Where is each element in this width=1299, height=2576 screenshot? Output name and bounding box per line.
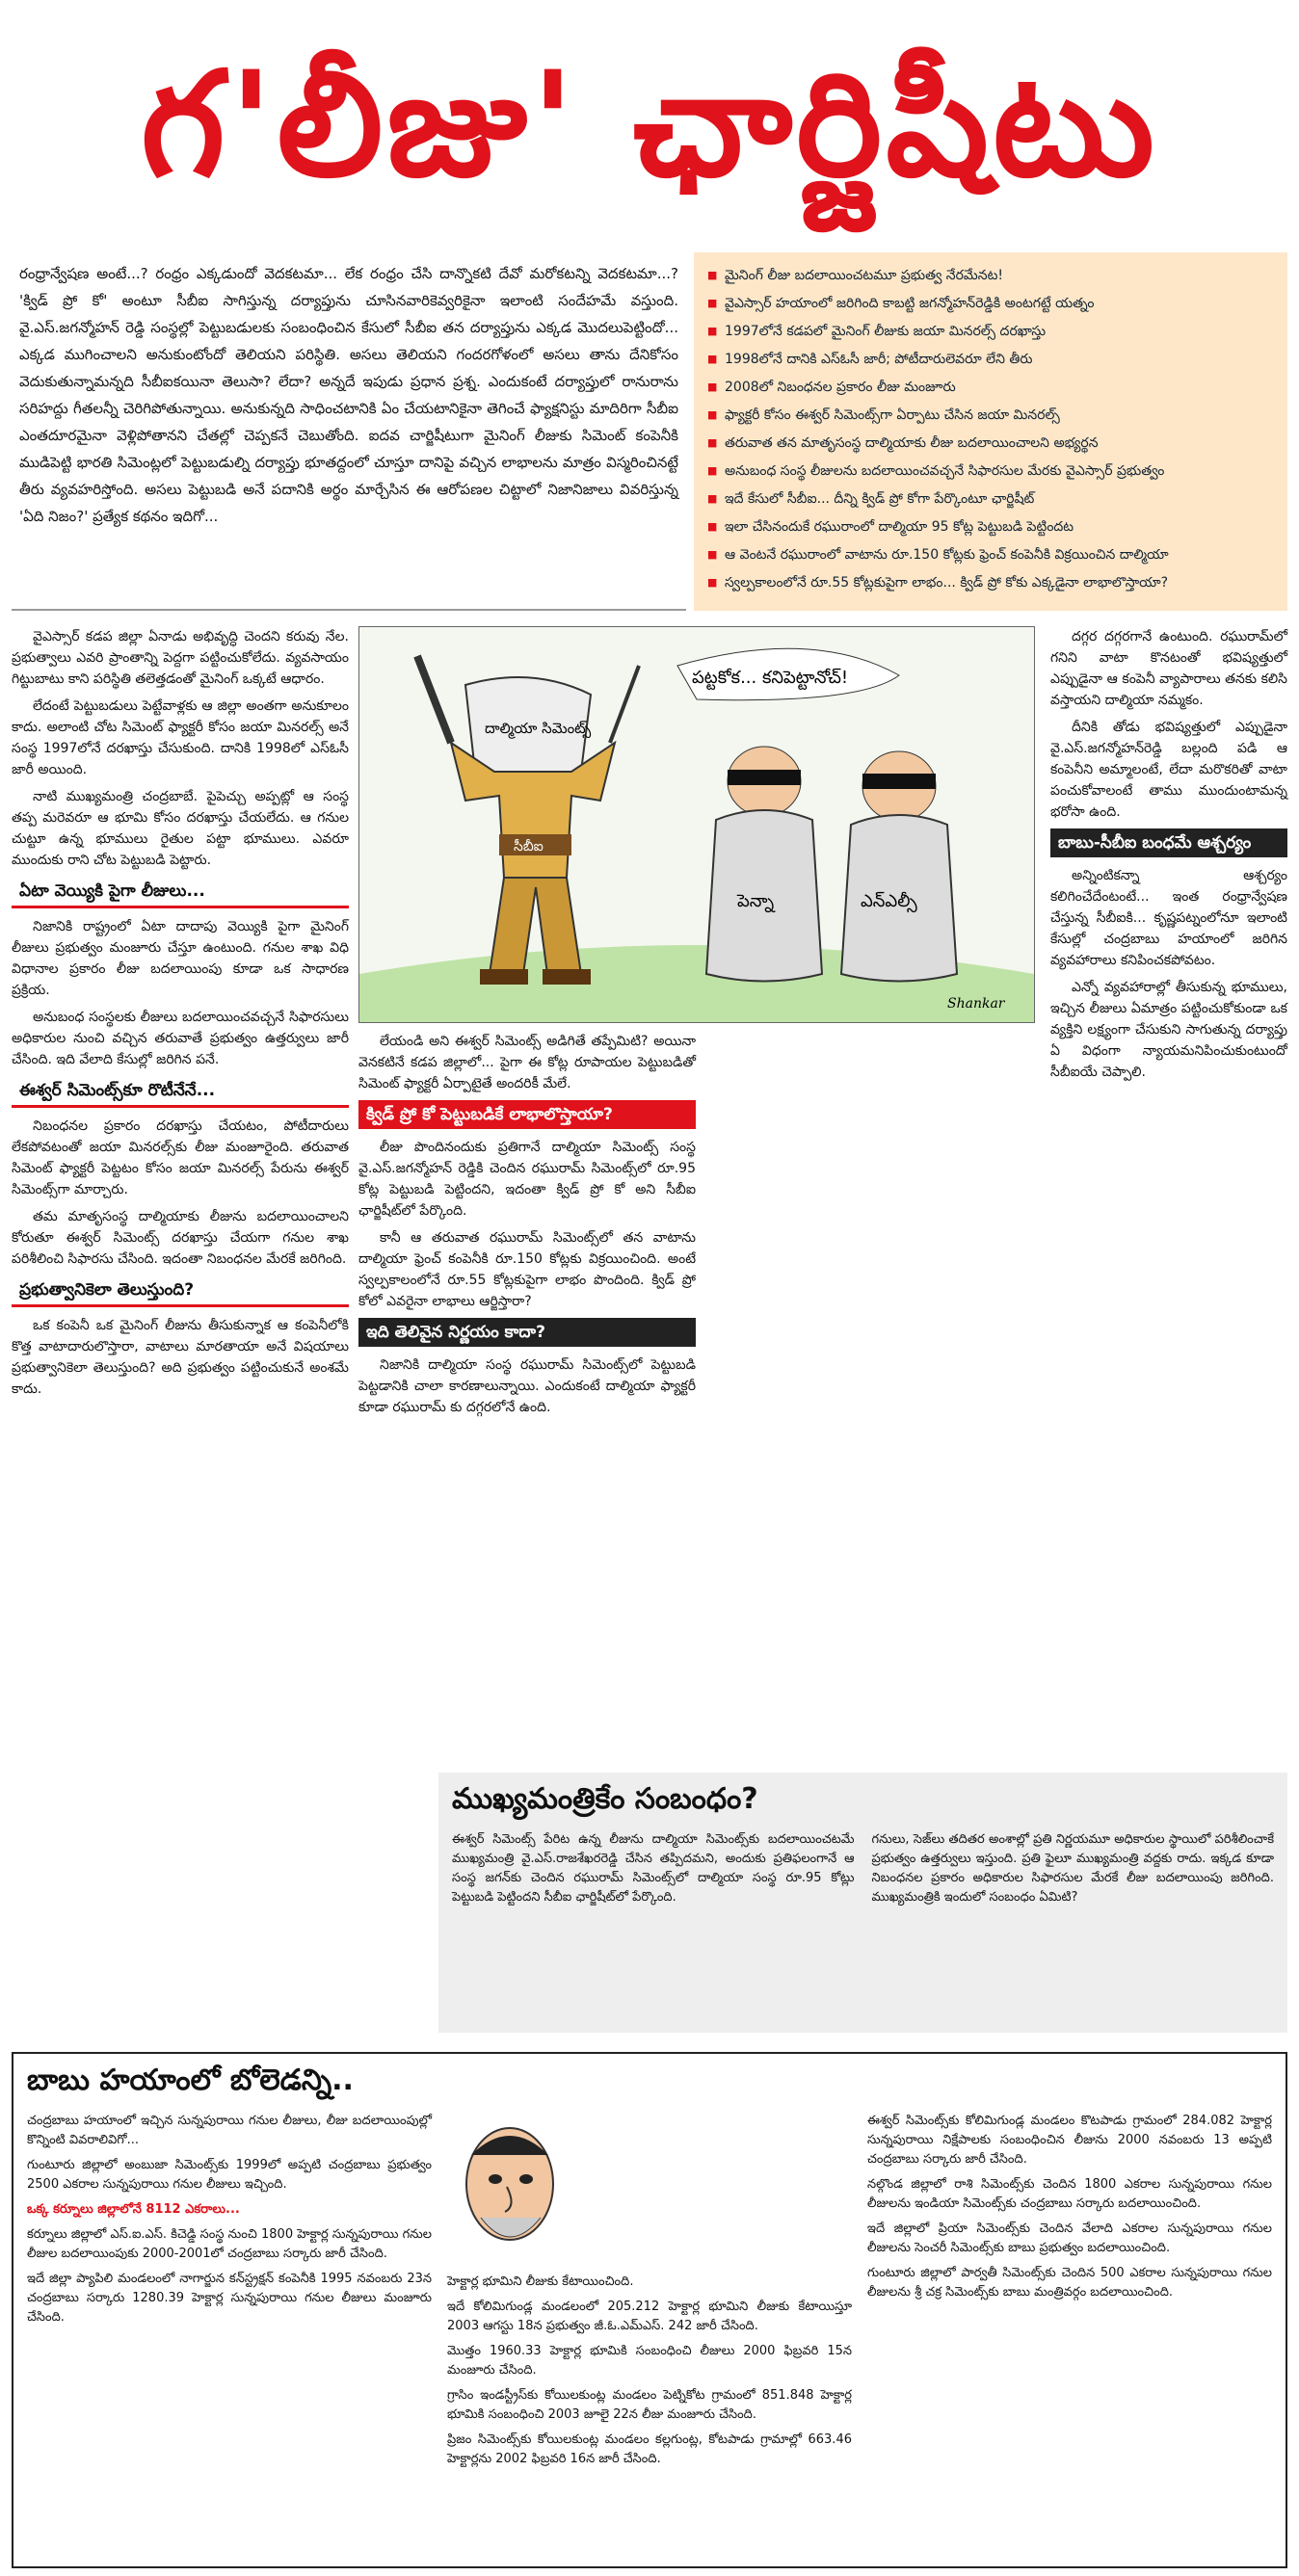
cartoon-signature: Shankar bbox=[947, 996, 1005, 1012]
paragraph: గుంటూరు జిల్లాలో పార్వతీ సిమెంట్స్‌కు చెందిన 500 ఎకరాల సున్నపురాయి గనుల లీజులను శ్రీ చక్ర సిమెంట్స్‌కు బాబు మంత్రివర్గం బదలాయించింది. bbox=[867, 2266, 1272, 2300]
highlight-item: ■ తరువాత తన మాతృసంస్థ దాల్మియాకు లీజు బదలాయించాలని అభ్యర్థన bbox=[707, 432, 1274, 455]
paragraph: హెక్టార్ల భూమిని లీజుకు కేటాయించింది. bbox=[447, 2274, 634, 2289]
paragraph: మొత్తం 1960.33 హెక్టార్ల భూమికి సంబంధించి లీజులు 2000 ఫిబ్రవరి 15న మంజూరు చేసింది. bbox=[447, 2344, 852, 2378]
paragraph: ఇదే జిల్లాలో ప్రియా సిమెంట్స్‌కు చెందిన వేలాది ఎకరాల సున్నపురాయి గనుల లీజులను సెంచరీ సిమెంట్స్‌కు బాబు ప్రభుత్వం బదలాయించింది. bbox=[867, 2221, 1272, 2255]
babu-box-title: బాబు హయాంలో బోలెడన్ని.. bbox=[27, 2063, 354, 2097]
paragraph: దీనికి తోడు భవిష్యత్తులో ఎప్పుడైనా వై.ఎస్.జగన్మోహన్‌రెడ్డి బల్లంది పడి ఆ కంపెనీని అమ్మాలంటే, లేదా మరొకరితో వాటా పంచుకోవాలంటే తాము ముందుంటామన్న భరోసా ఉంది. bbox=[1050, 720, 1287, 820]
subheading: ఒక్క కర్నూలు జిల్లాలోనే 8112 ఎకరాలు... bbox=[27, 2202, 240, 2217]
subheading: ఏటా వెయ్యికి పైగా లీజులు... bbox=[12, 877, 349, 908]
paragraph: ఇదే కోలిమిగుండ్ల మండలంలో 205.212 హెక్టార్ల భూమిని లీజుకు కేటాయిస్తూ 2003 ఆగస్టు 18న ప్రభుత్వం జీ.ఓ.ఎమ్ఎస్. 242 జారీ చేసింది. bbox=[447, 2300, 852, 2333]
paragraph: లీజు పొందినందుకు ప్రతిగానే దాల్మియా సిమెంట్స్ సంస్థ వై.ఎస్.జగన్మోహన్ రెడ్డికి చెందిన రఘురామ్ సిమెంట్స్‌లో రూ.95 కోట్ల పెట్టుబడి పెట్టిందని, ఇదంతా క్విడ్ ప్రో కో అని సీబీఐ ఛార్జిషీట్‌లో పేర్కొంది. bbox=[358, 1140, 696, 1219]
paragraph: గుంటూరు జిల్లాలో అంబుజా సిమెంట్స్‌కు 1999లో అప్పటి చంద్రబాబు ప్రభుత్వం 2500 ఎకరాల సున్నపురాయి గనుల లీజులు ఇచ్చింది. bbox=[27, 2158, 432, 2192]
headline: గ'లీజు' ఛార్జిషీటు bbox=[141, 41, 1158, 209]
babu-column-2 bbox=[447, 2112, 852, 2475]
highlight-item: ■ మైనింగ్ లీజు బదలాయించటమూ ప్రభుత్వ నేరమేనట! bbox=[707, 264, 1274, 287]
babu-column-1 bbox=[27, 2112, 432, 2475]
cm-box-text: గనులు, సెజ్‌లు తదితర అంశాల్లో ప్రతి నిర్ణయమూ అధికారుల స్థాయిలో పరిశీలించాకే ప్రభుత్వం ఉత్తర్వులు ఇస్తుంది. ప్రతి ఫైలూ ముఖ్యమంత్రి వద్దకు రాదు. ఇక్కడ కూడా నిబంధనల ప్రకారం అధికారుల సిఫారసుల మేరకే లీజు బదలాయింపు జరిగింది. ముఖ్యమంత్రికి ఇందులో సంబంధం ఏమిటి? bbox=[871, 1832, 1274, 1905]
cm-box-title: ముఖ్యమంత్రికేం సంబంధం? bbox=[452, 1782, 758, 1816]
intro-text: రంధ్రాన్వేషణ అంటే...? రంధ్రం ఎక్కడుందో వెదకటమా... లేక రంధ్రం చేసి దాన్నొకటి దేవో మరోకటన్ని వెదకటమా...? 'క్విడ్ ప్రో కో' అంటూ సీబీఐ సాగిస్తున్న దర్యాప్తును చూసినవారికెవ్వరికైనా ఇలాంటి సందేహమే వస్తుంది. వై.ఎస్.జగన్మోహన్ రెడ్డి సంస్థల్లో పెట్టుబడులకు సంబంధించిన కేసులో సీబీఐ తన దర్యాప్తును ఎక్కడ మొదలుపెట్టిందో... ఎక్కడ ముగించాలని అనుకుంటోందో తెలియని పరిస్థితి. అసలు తెలియని గందరగోళంలో అసలు తాను దేనికోసం వెదుకుతున్నామన్నది సీబీఐకయినా తెలుసా? లేదా? అన్నదే ఇపుడు ప్రధాన ప్రశ్న. ఎందుకంటే దర్యాప్తులో రానురాను సరిహద్దు గీతలన్నీ చెరిగిపోతున్నాయి. అనుకున్నది సాధించటానికి ఏం చేయటానికైనా తెగించే ఫ్యాక్షనిస్టు మాదిరిగా సీబీఐ ఎంతదూరమైనా వెళ్లిపోతానని చేతల్లో చెప్పకనే చెబుతోంది. ఐదవ చార్జిషీటుగా మైనింగ్ లీజుకు సిమెంట్ కంపెనీకి ముడిపెట్టి భారతి సిమెంట్లలో పెట్టుబడుల్ని దర్యాప్తు భూతద్దంలో చూస్తూ దానిపై వచ్చిన లాభాలను మాత్రం విస్మరించినట్టే తీరు వ్యవహరిస్తోంది. అసలు పెట్టుబడి అనే పదానికి అర్థం మార్చేసిన ఈ ఆరోపణల చిట్టాలో నిజానిజాలు వివరిస్తున్న 'ఏది నిజం?' ప్రత్యేక కథనం ఇదిగో... bbox=[12, 252, 686, 611]
paragraph: ఇదే జిల్లా ప్యాపిలి మండలంలో నాగార్జున కన్‌స్ట్రక్షన్ కంపెనీకి 1995 నవంబరు 23న చంద్రబాబు సర్కారు 1280.39 హెక్టార్ల సున్నపురాయి గనుల లీజులు మంజూరు చేసింది. bbox=[27, 2272, 432, 2325]
paragraph: లేయండి అని ఈశ్వర్ సిమెంట్స్ అడిగితే తప్పేమిటి? అయినా వెనకటినే కడప జిల్లాలో... పైగా ఈ కోట్ల రూపాయల పెట్టుబడితో సిమెంట్ ఫ్యాక్టరీ ఏర్పాటైతే అందరికీ మేలే. bbox=[358, 1034, 696, 1091]
sack-left-label: పెన్నా bbox=[737, 891, 775, 911]
subheading: క్విడ్ ప్రో కో పెట్టుబడికే లాభాలొస్తాయా? bbox=[358, 1100, 696, 1129]
sack-right-label: ఎన్ఎల్సీ bbox=[861, 891, 917, 911]
highlight-item: ■ అనుబంధ సంస్థ లీజులను బదలాయించవచ్చనే సిఫారసుల మేరకు వైఎస్సార్ ప్రభుత్వం bbox=[707, 460, 1274, 483]
paragraph: దగ్గర దగ్గరగానే ఉంటుంది. రఘురామ్‌లో గనిని వాటా కొనటంతో భవిష్యత్తులో ఎప్పుడైనా ఆ కంపెనీ వ్యాపారాలు తనకు కలిసి వస్తాయని దాల్మియా నమ్మకం. bbox=[1050, 629, 1287, 708]
column-3 bbox=[1050, 626, 1287, 1734]
paragraph: తమ మాతృసంస్థ దాల్మియాకు లీజును బదలాయించాలని కోరుతూ ఈశ్వర్ సిమెంట్స్ దరఖాస్తు చేయగా గనుల శాఖ పరిశీలించి సిఫారసు చేసింది. ఇదంతా నిబంధనల మేరకే జరిగింది. bbox=[12, 1209, 349, 1267]
paragraph: నిజానికి దాల్మియా సంస్థ రఘురామ్ సిమెంట్స్‌లో పెట్టుబడి పెట్టడానికి చాలా కారణాలున్నాయి. ఎందుకంటే దాల్మియా ఫ్యాక్టరీ కూడా రఘురామ్ కు దగ్గరలోనే ఉంది. bbox=[358, 1357, 696, 1415]
subheading: బాబు-సీబీఐ బంధమే ఆశ్చర్యం bbox=[1050, 828, 1287, 857]
babu-column-3 bbox=[867, 2112, 1272, 2475]
paragraph: గ్రాసిం ఇండస్ట్రీస్‌కు కోయిలకుంట్ల మండలం పెట్నికోట గ్రామంలో 851.848 హెక్టార్ల భూమికి సంబంధించి 2003 జూలై 22న లీజు మంజూరు చేసింది. bbox=[447, 2388, 852, 2422]
cartoon-caption: పట్టకోక... కనిపెట్టానోచ్! bbox=[692, 668, 849, 688]
editorial-cartoon bbox=[358, 626, 1035, 1023]
column-2 bbox=[358, 1031, 696, 1724]
highlight-item: ■ వైఎస్సార్ హయాంలో జరిగింది కాబట్టి జగన్మోహన్‌రెడ్డికి అంటగట్టే యత్నం bbox=[707, 292, 1274, 315]
cartoon-illustration bbox=[359, 627, 1034, 1022]
paragraph: వైఎస్సార్ కడప జిల్లా ఏనాడు అభివృద్ధి చెందని కరువు నేల. ప్రభుత్వాలు ఎవరి ప్రాంతాన్ని పెద్దగా పట్టించుకోలేదు. వ్యవసాయం గిట్టుబాటు కాని పరిస్థితి తలెత్తడంతో మైనింగ్ ఒక్కటే ఆధారం. bbox=[12, 629, 349, 687]
highlight-item: ■ 2008లో నిబంధనల ప్రకారం లీజు మంజూరు bbox=[707, 376, 1274, 399]
highlight-item: ■ 1998లోనే దానికి ఎస్ఓసీ జారీ; పోటీదారులెవరూ లేని తీరు bbox=[707, 348, 1274, 371]
paragraph: కర్నూలు జిల్లాలో ఎస్.ఐ.ఎస్. కిచెడ్డి సంస్థ నుంచి 1800 హెక్టార్ల సున్నపురాయి గనుల లీజుల బదలాయింపుకు 2000-2001లో చంద్రబాబు సర్కారు జారీ చేసింది. bbox=[27, 2227, 432, 2261]
belt-label: సీబీఐ bbox=[514, 839, 543, 854]
subheading: ఈశ్వర్ సిమెంట్స్‌కూ రొటీనేనే... bbox=[12, 1076, 349, 1108]
highlight-item: ■ ఆ వెంటనే రఘురాంలో వాటాను రూ.150 కోట్లకు ఫ్రెంచ్ కంపెనీకి విక్రయించిన దాల్మియా bbox=[707, 543, 1274, 566]
highlight-item: ■ ఇదే కేసులో సీబీఐ... దీన్ని క్విడ్ ప్రో కోగా పేర్కొంటూ ఛార్జిషీట్ bbox=[707, 487, 1274, 511]
paragraph: లేదంటే పెట్టుబడులు పెట్టేవాళ్లకు ఆ జిల్లా అంతగా అనుకూలం కాదు. అలాంటి చోట సిమెంట్ ఫ్యాక్టరీ కోసం జయా మినరల్స్ అనే సంస్థ 1997లోనే దరఖాస్తు చేసుకుంది. దానికి 1998లో ఎస్ఓసీ జారీ అయింది. bbox=[12, 698, 349, 777]
hat-label: దాల్మియా సిమెంట్స్ bbox=[485, 720, 592, 737]
column-1 bbox=[12, 626, 349, 1970]
cm-box-text: ఈశ్వర్ సిమెంట్స్ పేరిట ఉన్న లీజును దాల్మియా సిమెంట్స్‌కు బదలాయించటమే ముఖ్యమంత్రి వై.ఎస్.రాజశేఖరరెడ్డి చేసిన తప్పిదమని, అందుకు ప్రతిఫలంగానే ఆ సంస్థ జగన్‌కు చెందిన రఘురామ్ సిమెంట్స్‌లో దాల్మియా సంస్థ రూ.95 కోట్లు పెట్టుబడి పెట్టిందని సీబీఐ ఛార్జిషీట్‌లో పేర్కొంది. bbox=[452, 1832, 855, 1905]
paragraph: కానీ ఆ తరువాత రఘురామ్ సిమెంట్స్‌లో తన వాటాను దాల్మియా ఫ్రెంచ్ కంపెనీకి రూ.150 కోట్లకు విక్రయించింది. అంటే స్వల్పకాలంలోనే రూ.55 కోట్లకుపైగా లాభం పొందింది. క్విడ్ ప్రో కోలో ఎవరైనా లాభాలు ఆర్జిస్తారా? bbox=[358, 1230, 696, 1309]
paragraph: నిజానికి రాష్ట్రంలో ఏటా దాదాపు వెయ్యికి పైగా మైనింగ్ లీజులు ప్రభుత్వం మంజూరు చేస్తూ ఉంటుంది. గనుల శాఖ విధి విధానాల ప్రకారం లీజు బదలాయింపు కూడా ఒక సాధారణ ప్రక్రియ. bbox=[12, 919, 349, 998]
highlight-item: ■ ఇలా చేసినందుకే రఘురాంలో దాల్మియా 95 కోట్ల పెట్టుబడి పెట్టిందట bbox=[707, 515, 1274, 539]
paragraph: అన్నింటికన్నా ఆశ్చర్యం కలిగించేదేంటంటే... ఇంత రంధ్రాన్వేషణ చేస్తున్న సీబీఐకి... కృష్ణపట్నంలోనూ ఇలాంటి కేసుల్లో చంద్రబాబు హయాంలో జరిగిన వ్యవహారాలు కనిపించకపోవటం. bbox=[1050, 868, 1287, 968]
paragraph: ప్రిజం సిమెంట్స్‌కు కోయిలకుంట్ల మండలం కల్లగుంట్ల, కోటపాడు గ్రామాల్లో 663.46 హెక్టార్లను 2002 ఫిబ్రవరి 16న జారీ చేసింది. bbox=[447, 2432, 852, 2466]
paragraph: నల్గొండ జిల్లాలో రాశి సిమెంట్స్‌కు చెందిన 1800 ఎకరాల సున్నపురాయి గనుల లీజులను ఇండియా సిమెంట్స్‌కు చంద్రబాబు సర్కారు బదలాయించింది. bbox=[867, 2177, 1272, 2211]
masthead bbox=[0, 0, 1299, 250]
subheading: ఇది తెలివైన నిర్ణయం కాదా? bbox=[358, 1318, 696, 1347]
highlights-box bbox=[694, 252, 1287, 611]
subheading: ప్రభుత్వానికెలా తెలుస్తుంది? bbox=[12, 1275, 349, 1307]
paragraph: నిబంధనల ప్రకారం దరఖాస్తు చేయటం, పోటీదారులు లేకపోవటంతో జయా మినరల్స్‌కు లీజు మంజూరైంది. తరువాత సిమెంట్ ఫ్యాక్టరీ పెట్టటం కోసం జయా మినరల్స్ పేరును ఈశ్వర్ సిమెంట్స్‌గా మార్చారు. bbox=[12, 1118, 349, 1197]
highlight-item: ■ ఫ్యాక్టరీ కోసం ఈశ్వర్ సిమెంట్స్‌గా ఏర్పాటు చేసిన జయా మినరల్స్ bbox=[707, 404, 1274, 427]
paragraph: ఈశ్వర్ సిమెంట్స్‌కు కోలిమిగుండ్ల మండలం కొటపాడు గ్రామంలో 284.082 హెక్టార్ల సున్నపురాయి నిక్షేపాలకు సంబంధించిన లీజును 2000 నవంబరు 13 అప్పటి చంద్రబాబు సర్కారు జారీ చేసింది. bbox=[867, 2114, 1272, 2167]
paragraph: ఎన్నో వ్యవహారాల్లో తీసుకున్న భూములు, ఇచ్చిన లీజులు ఏమాత్రం పట్టించుకోకుండా ఒక వ్యక్తిని లక్ష్యంగా చేసుకుని సాగుతున్న దర్యాప్తు ఏ విధంగా న్యాయమనిపించుకుంటుందో సీబీఐయే చెప్పాలి. bbox=[1050, 980, 1287, 1080]
babu-box bbox=[12, 2052, 1287, 2568]
portrait-caricature bbox=[447, 2112, 572, 2266]
paragraph: చంద్రబాబు హయాంలో ఇచ్చిన సున్నపురాయి గనుల లీజులు, లీజు బదలాయింపుల్లో కొన్నింటి వివరాలివిగో... bbox=[27, 2114, 432, 2147]
cm-box bbox=[438, 1773, 1287, 2033]
paragraph: ఒక కంపెనీ ఒక మైనింగ్ లీజును తీసుకున్నాక ఆ కంపెనీలోకి కొత్త వాటాదారులొస్తారా, వాటాలు మారతాయా అనే విషయాలు ప్రభుత్వానికెలా తెలుస్తుంది? అది ప్రభుత్వం పట్టించుకునే అంశమే కాదు. bbox=[12, 1318, 349, 1397]
highlight-item: ■ 1997లోనే కడపలో మైనింగ్ లీజుకు జయా మినరల్స్ దరఖాస్తు bbox=[707, 320, 1274, 343]
highlight-item: ■ స్వల్పకాలంలోనే రూ.55 కోట్లకుపైగా లాభం... క్విడ్ ప్రో కోకు ఎక్కడైనా లాభాలొస్తాయా? bbox=[707, 571, 1274, 594]
paragraph: అనుబంధ సంస్థలకు లీజులు బదలాయించవచ్చనే సిఫారసులు అధికారుల నుంచి వచ్చిన తరువాతే ప్రభుత్వం ఉత్తర్వులు జారీ చేసింది. ఇది వేలాది కేసుల్లో జరిగిన పనే. bbox=[12, 1010, 349, 1067]
paragraph: నాటి ముఖ్యమంత్రి చంద్రబాబే. పైపెచ్చు అప్పట్లో ఆ సంస్థ తప్ప మరెవరూ ఆ భూమి కోసం దరఖాస్తు చేయలేదు. ఆ గనుల చుట్టూ ఉన్న భూములు రైతుల పట్టా భూములు. ఎవరూ ముందుకు రాని చోట పెట్టుబడి పెట్టారు. bbox=[12, 789, 349, 868]
